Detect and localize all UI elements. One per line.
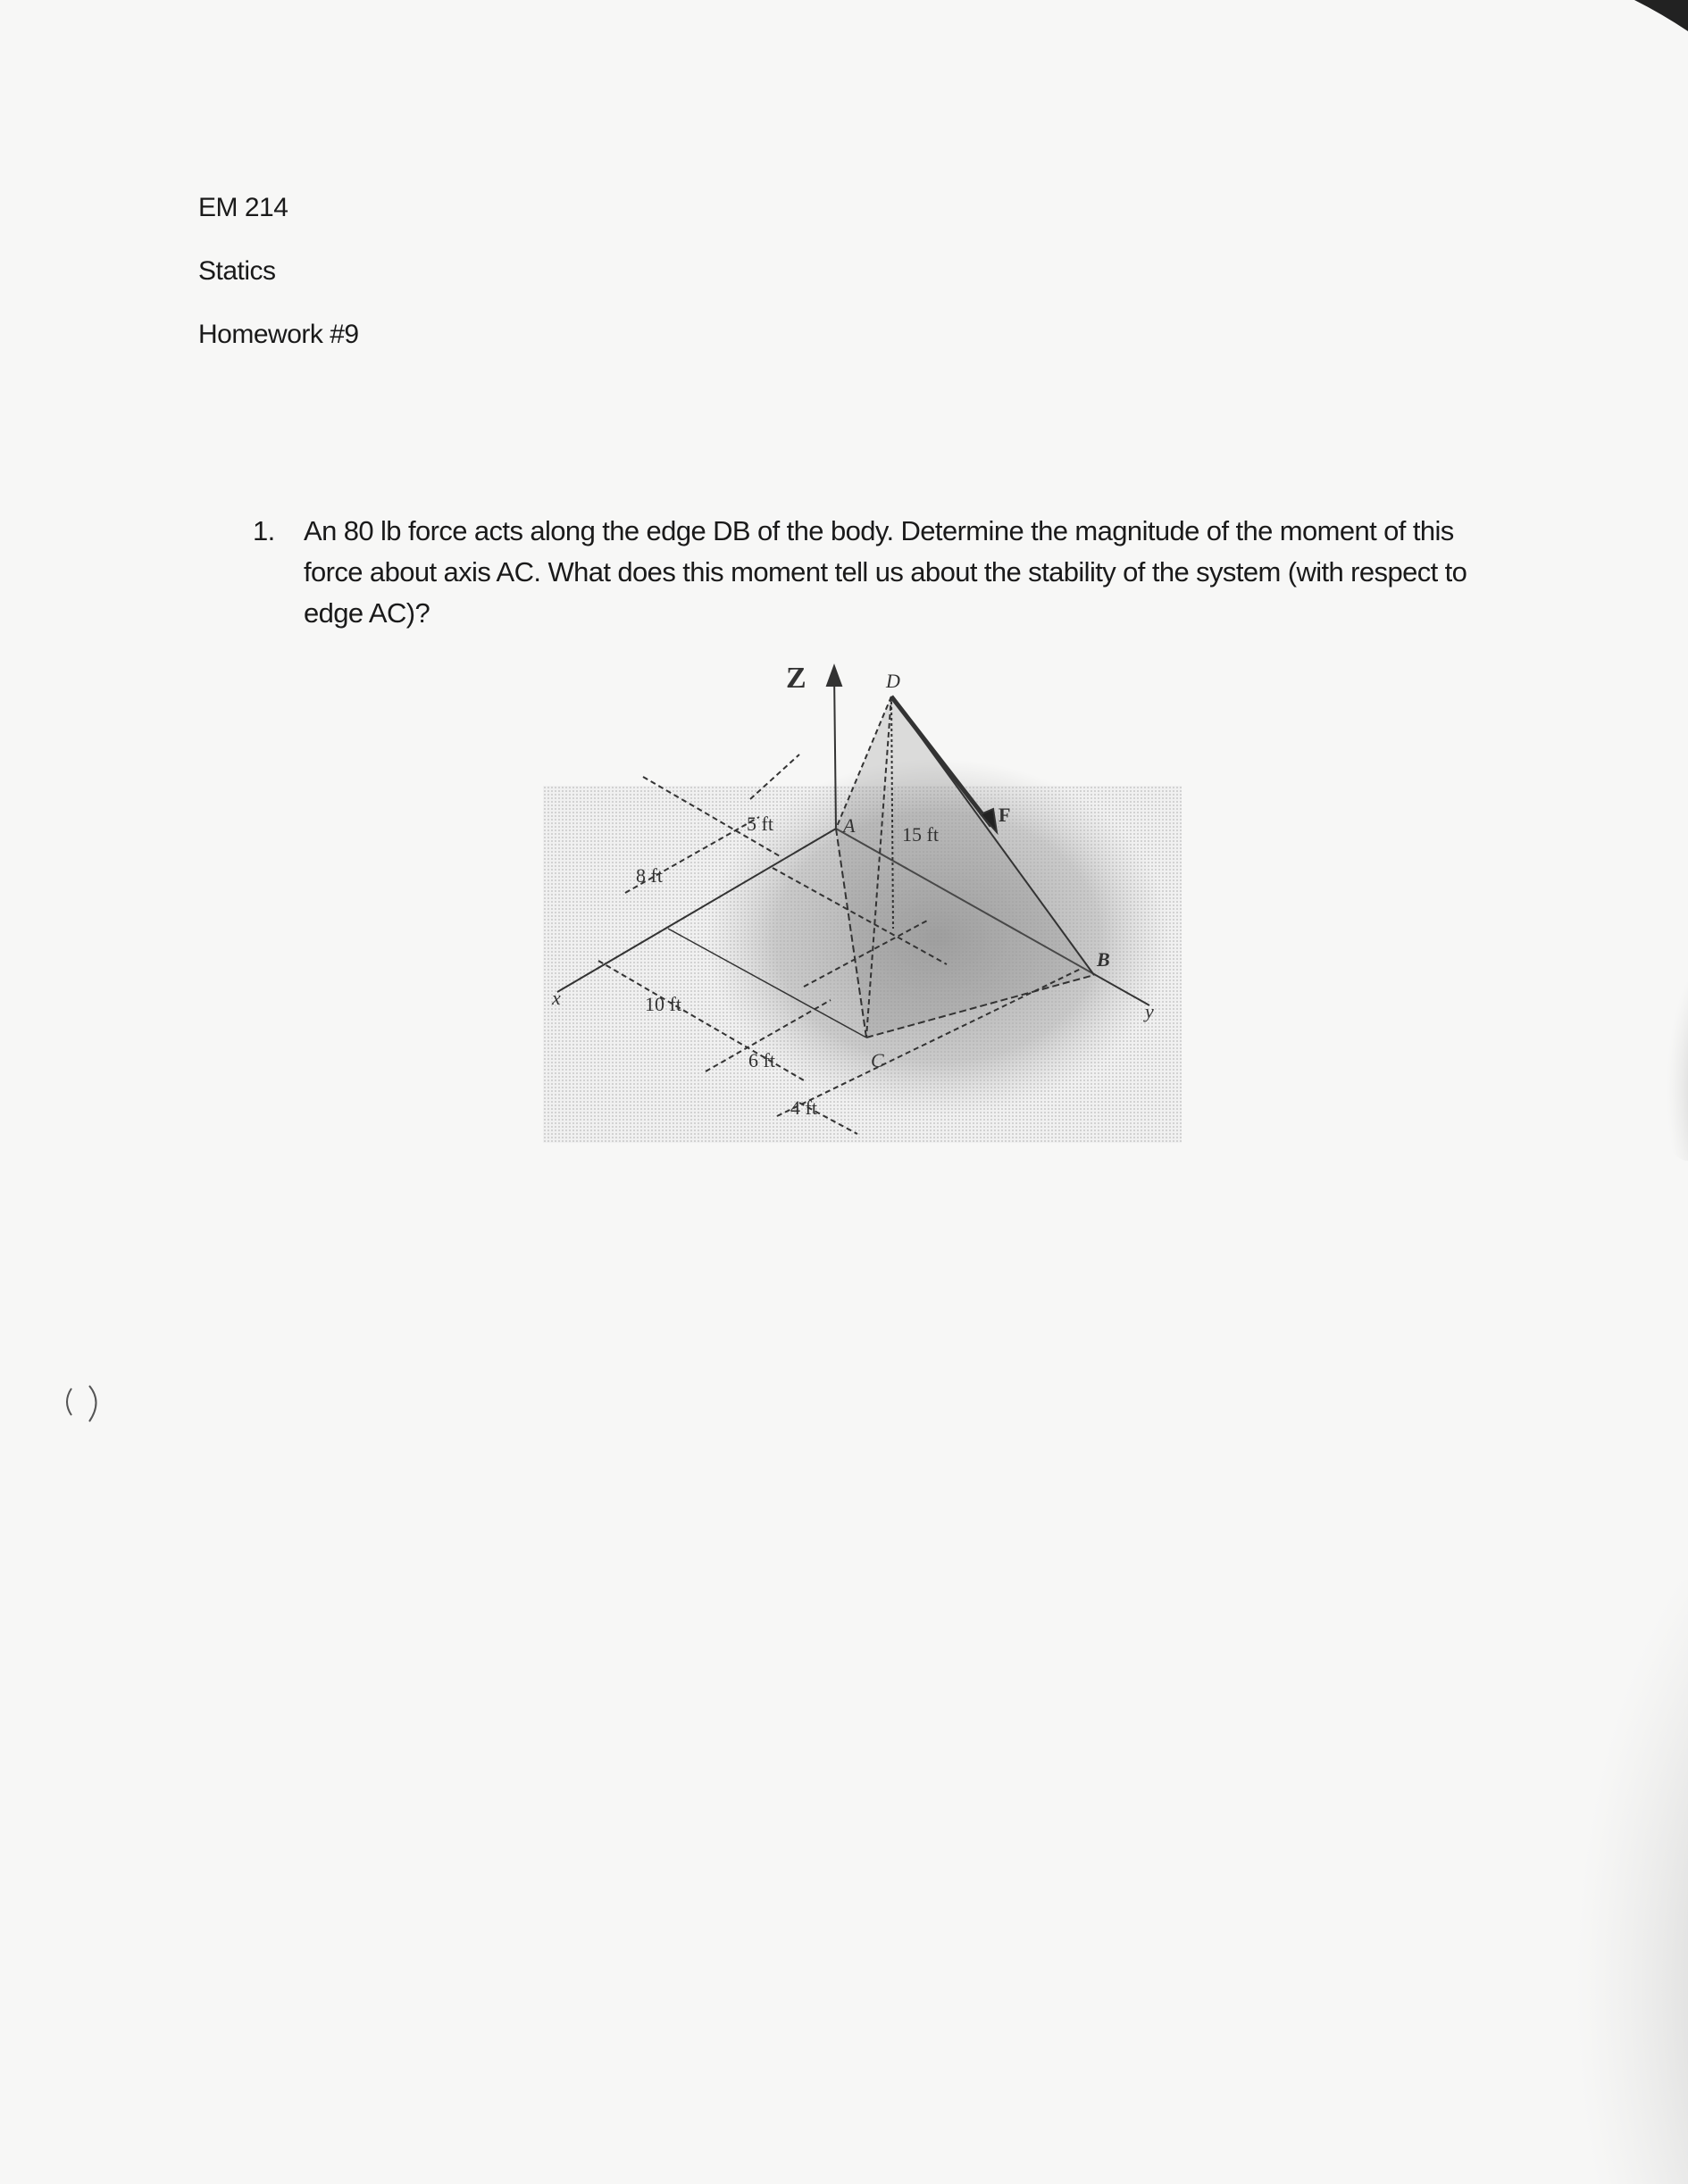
dim-6ft: 6 ft xyxy=(748,1049,775,1071)
dim-5ft: 5 ft xyxy=(747,813,773,835)
problem-text: An 80 lb force acts along the edge DB of the body. Determine the magnitude of the moment of this force about axis AC. What does this moment tell us about the stability of the system (with respect to edge AC)? xyxy=(304,515,1467,629)
force-label: F xyxy=(999,804,1011,826)
x-axis-label: x xyxy=(552,987,561,1009)
point-d-label: D xyxy=(886,670,900,692)
problem-number: 1. xyxy=(253,515,275,546)
dim-4ft: 4 ft xyxy=(790,1096,817,1119)
z-axis-arrow-icon xyxy=(827,666,841,686)
point-b-label: B xyxy=(1097,948,1110,971)
pyramid-figure xyxy=(536,643,1188,1152)
z-axis-label: Z xyxy=(786,662,806,695)
scan-shadow-top-right xyxy=(1634,0,1688,31)
scan-shadow-right xyxy=(1500,1580,1688,2184)
assignment-title: Homework #9 xyxy=(198,320,359,349)
punch-hole-mark xyxy=(67,1386,96,1421)
point-c-label: C xyxy=(871,1049,884,1071)
dim-15ft: 15 ft xyxy=(902,823,939,846)
course-subject: Statics xyxy=(198,256,276,286)
dim-10ft: 10 ft xyxy=(645,993,681,1015)
dim-8ft: 8 ft xyxy=(636,864,663,887)
course-code: EM 214 xyxy=(198,193,288,222)
y-axis-label: y xyxy=(1145,1000,1154,1022)
point-a-label: A xyxy=(843,814,856,837)
